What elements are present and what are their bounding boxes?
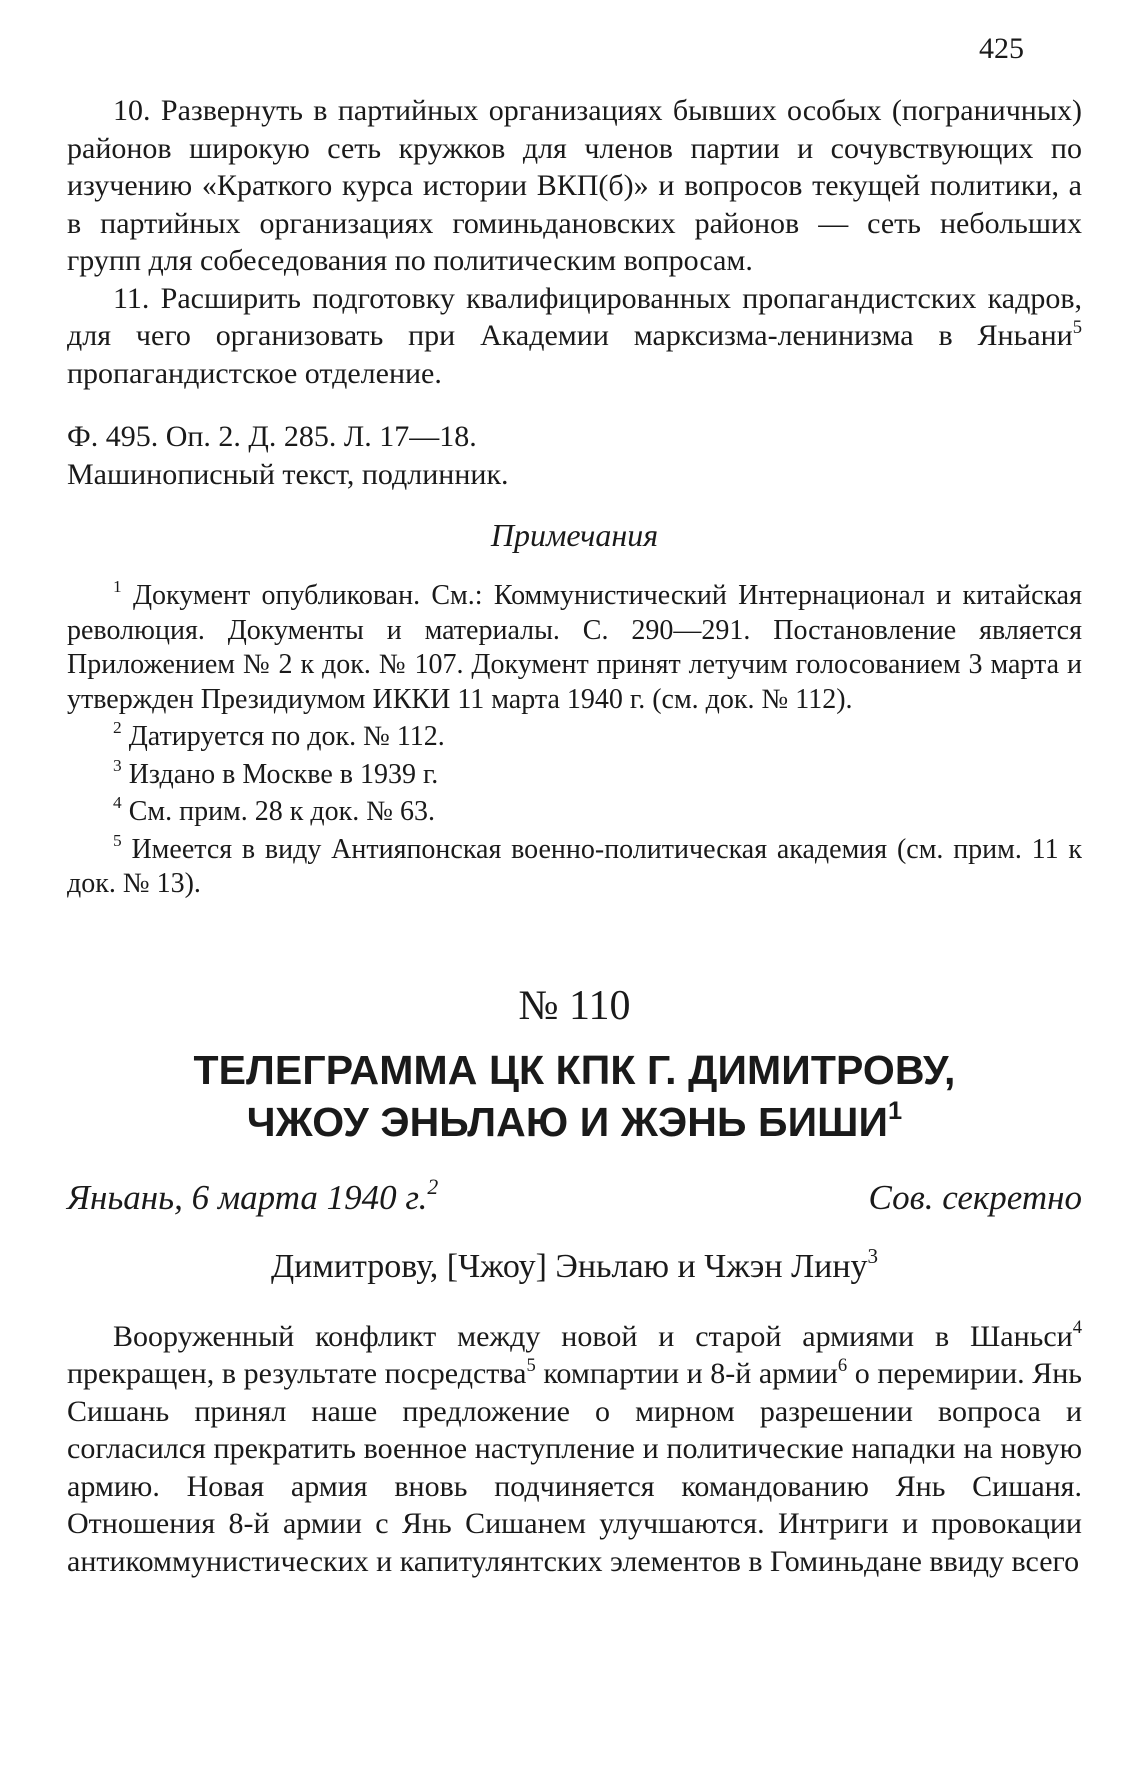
document-type: Машинописный текст, подлинник. <box>67 457 509 491</box>
date-place-text: Яньань, 6 марта 1940 г. <box>67 1177 428 1217</box>
archive-reference: Ф. 495. Оп. 2. Д. 285. Л. 17—18. <box>67 420 477 453</box>
document-title-line <box>67 1096 1082 1148</box>
note-item <box>67 755 1082 793</box>
title-footnote-reference: 1 <box>888 1096 903 1125</box>
classification-label: Сов. секретно <box>868 1177 1082 1217</box>
footnote-reference-4: 4 <box>1072 1317 1082 1339</box>
addressee-footnote-reference: 3 <box>867 1243 879 1268</box>
archival-source <box>67 418 1082 493</box>
telegram-body-text: о перемирии. Янь Сишань принял наше предложение о мирном разрешении вопроса и согласился прекратить военное наступление и политические нападки на новую армию. Новая армия вновь подчиняется командованию Янь Сишаня. Отношения 8-й армии с Янь Сишанем улучшаются. Интриги и провокации антикоммунистических и капитулянтских элементов в Гоминьдане ввиду всего <box>67 1357 1082 1578</box>
note-item <box>67 579 1082 717</box>
note-item <box>67 830 1082 902</box>
document-title-text: ЧЖОУ ЭНЬЛАЮ И ЖЭНЬ БИШИ <box>246 1098 889 1145</box>
telegram-body-text: Вооруженный конфликт между новой и старой армиями в Шаньси <box>113 1319 1073 1353</box>
note-text: Издано в Москве в 1939 г. <box>121 758 439 790</box>
telegram-body-text: прекращен, в результате посредства <box>67 1357 527 1390</box>
note-marker: 3 <box>113 755 122 775</box>
date-place <box>67 1176 438 1220</box>
document-title-line: ТЕЛЕГРАММА ЦК КПК Г. ДИМИТРОВУ, <box>193 1046 956 1093</box>
paragraph-point-11-ending: пропагандистское отделение. <box>67 356 442 390</box>
telegram-body <box>67 1318 1082 1581</box>
footnote-reference-5: 5 <box>526 1354 536 1376</box>
note-marker: 1 <box>113 577 122 597</box>
addressee-text: Димитрову, [Чжоу] Эньлаю и Чжэн Лину <box>270 1247 868 1285</box>
document-title <box>67 1044 1082 1148</box>
date-footnote-reference: 2 <box>427 1175 439 1200</box>
paragraph-point-11 <box>67 280 1082 393</box>
note-item <box>67 795 1082 830</box>
telegram-body-text: компартии и 8-й армии <box>535 1357 838 1390</box>
note-marker: 4 <box>113 793 122 813</box>
page-content <box>67 92 1082 1580</box>
dateline <box>67 1176 1082 1220</box>
note-text: Документ опубликован. См.: Коммунистический Интернационал и китайская революция. Документы и материалы. С. 290—291. Постановление является Приложением № 2 к док. № 107. Документ принят летучим голосованием 3 марта и утвержден Президиумом ИККИ 11 марта 1940 г. (см. док. № 112). <box>67 580 1082 715</box>
paragraph-point-10: 10. Развернуть в партийных организациях бывших особых (пограничных) районов широкую сеть кружков для членов партии и сочувствующих по изучению «Краткого курса истории ВКП(б)» и вопросов текущей политики, а в партийных организациях гоминьдановских районов — сеть небольших групп для собеседования по политическим вопросам. <box>67 94 1082 277</box>
footnote-reference-5: 5 <box>1072 316 1082 338</box>
paragraph-point-11-text: 11. Расширить подготовку квалифицированных пропагандистских кадров, для чего организовать при Академии марксизма-ленинизма в Яньани <box>67 281 1082 352</box>
note-item <box>67 720 1082 755</box>
note-marker: 5 <box>113 830 122 850</box>
note-text: Датируется по док. № 112. <box>121 721 445 752</box>
addressee <box>67 1243 1082 1288</box>
footnote-reference-6: 6 <box>837 1354 848 1376</box>
document-number: № 110 <box>518 982 631 1029</box>
notes-list <box>67 579 1082 902</box>
note-marker: 2 <box>113 718 122 738</box>
note-text: См. прим. 28 к док. № 63. <box>121 796 435 827</box>
notes-title: Примечания <box>490 517 659 553</box>
note-text: Имеется в виду Антияпонская военно-политическая академия (см. прим. 11 к док. № 13). <box>67 833 1082 899</box>
page-number: 425 <box>979 32 1024 65</box>
